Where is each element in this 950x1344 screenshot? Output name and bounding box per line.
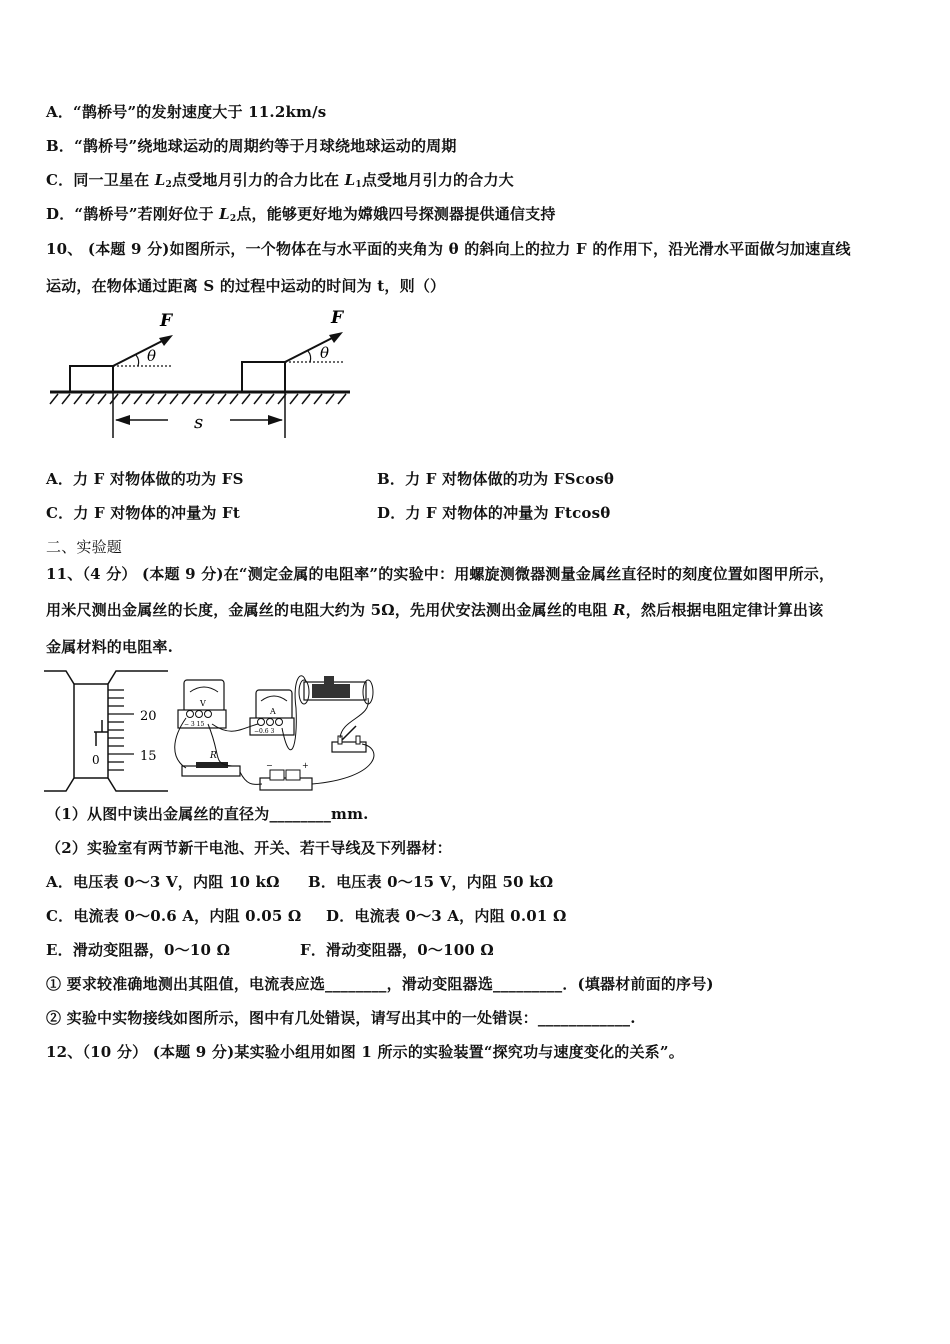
voltmeter-terminals: − 3 15	[184, 721, 205, 728]
circuit-diagram	[172, 668, 387, 794]
q11-subquestion-1: （1）从图中读出金属丝的直径为________mm.	[46, 805, 369, 823]
equipment-d: D．电流表 0～3 A，内阻 0.01 Ω	[326, 907, 567, 925]
angle-label: θ	[147, 347, 157, 365]
q11-subquestion-2: （2）实验室有两节新干电池、开关、若干导线及下列器材：	[46, 839, 452, 857]
equipment-e: E．滑动变阻器，0～10 Ω	[46, 941, 231, 959]
ground-hatching	[50, 394, 346, 404]
q9-option-c	[46, 170, 514, 195]
voltmeter-label: V	[200, 699, 206, 708]
thimble-label-15: 15	[140, 749, 157, 764]
resistor-icon	[182, 751, 240, 776]
q10-option-a: A．力 F 对物体做的功为 FS	[46, 470, 244, 488]
equipment-a: A．电压表 0～3 V，内阻 10 kΩ	[46, 873, 280, 891]
q10-stem-line2: 运动，在物体通过距离 S 的过程中运动的时间为 t，则（）	[46, 277, 446, 295]
battery-plus: +	[302, 761, 309, 770]
lagrange-point-symbol: L	[154, 171, 166, 189]
ammeter-terminals: −0.6 3	[254, 728, 275, 735]
q9-option-b	[46, 136, 457, 156]
option-label: A．	[46, 103, 74, 121]
switch-icon	[332, 726, 366, 752]
q12-stem: 12、（10 分） (本题 9 分)某实验小组用如图 1 所示的实验装置“探究功与速度变化的关系”。	[46, 1043, 684, 1061]
q9-option-d	[46, 204, 556, 229]
subscript: 1	[355, 180, 362, 190]
q11-stem-line3: 金属材料的电阻率.	[46, 638, 174, 656]
equipment-c: C．电流表 0～0.6 A，内阻 0.05 Ω	[46, 907, 302, 925]
thimble-label-20: 20	[140, 709, 157, 724]
force-diagram	[48, 304, 358, 444]
q11-stem-line1: 11、（4 分） (本题 9 分)在“测定金属的电阻率”的实验中：用螺旋测微器测量金属丝直径时的刻度位置如图甲所示，	[46, 565, 835, 583]
thimble-ticks	[108, 690, 134, 770]
q10-option-c: C．力 F 对物体的冲量为 Ft	[46, 504, 241, 522]
angle-label: θ	[320, 344, 330, 362]
force-label: F	[331, 308, 344, 328]
option-label: B．	[46, 137, 75, 155]
stem-text: 用米尺测出金属丝的长度，金属丝的电阻大约为 5Ω，先用伏安法测出金属丝的电阻	[46, 601, 614, 619]
option-text: “鹊桥号”若刚好位于	[74, 205, 220, 223]
option-text: 同一卫星在	[73, 171, 155, 189]
lagrange-point-symbol: L	[219, 205, 230, 223]
stem-text: ，然后根据电阻定律计算出该	[625, 601, 824, 619]
q11-stem-line2	[46, 600, 823, 620]
option-text: 点受地月引力的合力大	[361, 171, 514, 189]
lagrange-point-symbol: L	[344, 171, 356, 189]
option-text: “鹊桥号”的发射速度大于 11.2km/s	[73, 103, 327, 121]
q9-option-a	[46, 102, 326, 122]
option-label: D．	[46, 205, 75, 223]
option-text: 点，能够更好地为嫦娥四号探测器提供通信支持	[236, 205, 556, 223]
subscript: 2	[165, 180, 172, 190]
q10-stem-line1: 10、 (本题 9 分)如图所示，一个物体在与水平面的夹角为 θ 的斜向上的拉力 F 的作用下，沿光滑水平面做匀加速直线	[46, 240, 851, 258]
ammeter-label: A	[270, 707, 276, 716]
option-text: “鹊桥号”绕地球运动的周期约等于月球绕地球运动的周期	[74, 137, 457, 155]
subscript: 2	[229, 214, 237, 224]
ammeter-icon	[250, 690, 294, 735]
equipment-b: B．电压表 0～15 V，内阻 50 kΩ	[308, 873, 554, 891]
resistance-symbol: R	[613, 601, 626, 619]
block-start	[70, 366, 113, 392]
voltmeter-icon	[178, 680, 226, 728]
q11-task-1: ① 要求较准确地测出其阻值，电流表应选________，滑动变阻器选_________．(填器材前面的序号)	[46, 975, 714, 993]
battery-icon	[260, 761, 312, 790]
battery-minus: −	[266, 761, 273, 770]
block-end	[242, 362, 285, 392]
main-scale-zero: 0	[92, 753, 100, 767]
distance-label: s	[194, 412, 204, 433]
resistor-label: R	[210, 751, 217, 761]
equipment-f: F．滑动变阻器，0～100 Ω	[300, 941, 494, 959]
option-label: C．	[46, 171, 74, 189]
micrometer-diagram	[44, 668, 172, 794]
rheostat-icon	[299, 676, 373, 704]
q10-option-d: D．力 F 对物体的冲量为 Ftcosθ	[377, 504, 611, 522]
option-text: 点受地月引力的合力比在	[172, 171, 345, 189]
q10-option-b: B．力 F 对物体做的功为 FScosθ	[377, 470, 615, 488]
section-title: 二、实验题	[46, 538, 123, 556]
q11-task-2: ② 实验中实物接线如图所示，图中有几处错误，请写出其中的一处错误：____________.	[46, 1009, 636, 1027]
force-label: F	[160, 311, 173, 331]
